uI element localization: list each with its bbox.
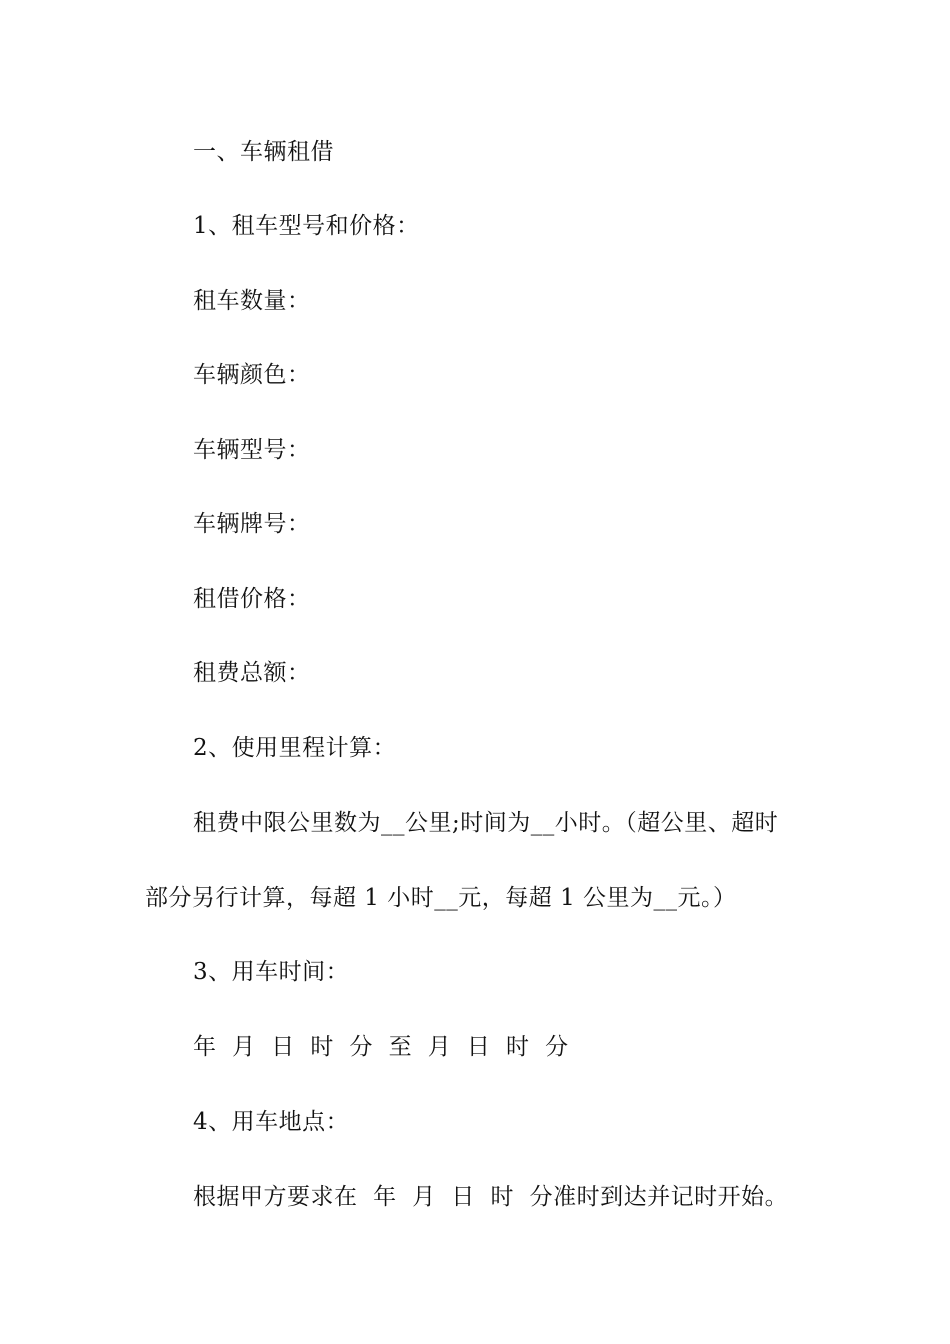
field-vehicle-model: 车辆型号： [193, 437, 311, 463]
field-rental-quantity: 租车数量： [193, 288, 311, 314]
item-rental-model-price: 1、租车型号和价格： [193, 213, 420, 239]
field-rental-total: 租费总额： [193, 660, 311, 686]
field-vehicle-color: 车辆颜色： [193, 362, 311, 388]
section-heading-vehicle-rental: 一、车辆租借 [193, 139, 334, 165]
field-rental-price: 租借价格： [193, 586, 311, 612]
paragraph-mileage-limit-continued: 部分另行计算，每超 1 小时__元，每超 1 公里为__元。） [145, 885, 737, 911]
field-license-plate: 车辆牌号： [193, 511, 311, 537]
paragraph-arrival-time: 根据甲方要求在 年 月 日 时 分准时到达并记时开始。 [193, 1184, 789, 1210]
item-mileage-calculation: 2、使用里程计算： [193, 735, 397, 761]
item-usage-time: 3、用车时间： [193, 959, 350, 985]
field-usage-time-range: 年 月 日 时 分 至 月 日 时 分 [193, 1034, 569, 1060]
item-usage-location: 4、用车地点： [193, 1109, 350, 1135]
paragraph-mileage-limit: 租费中限公里数为__公里;时间为__小时。（超公里、超时 [193, 810, 779, 836]
